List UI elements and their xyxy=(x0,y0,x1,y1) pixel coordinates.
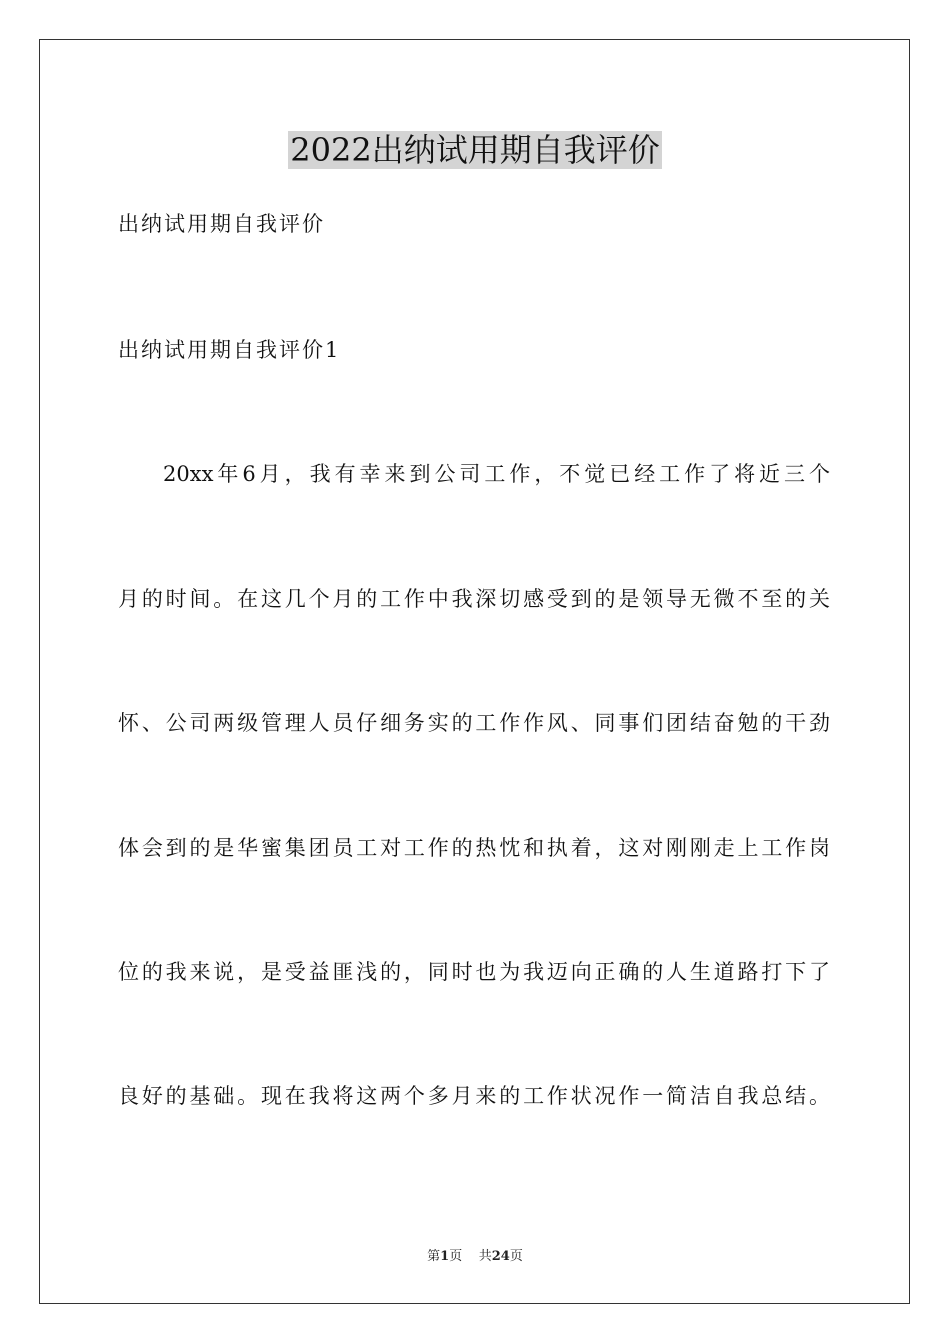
total-suffix: 页 xyxy=(509,1249,523,1264)
total-pages: 24 xyxy=(491,1249,510,1264)
document-title xyxy=(0,128,950,172)
section-heading: 出纳试用期自我评价1 xyxy=(118,338,341,362)
page-suffix: 页 xyxy=(449,1249,463,1264)
page-prefix: 第 xyxy=(427,1249,441,1264)
document-subtitle: 出纳试用期自我评价 xyxy=(118,212,325,236)
paragraph-line: 月的时间。在这几个月的工作中我深切感受到的是领导无微不至的关 xyxy=(118,587,830,611)
page-number: 1 xyxy=(440,1249,450,1264)
paragraph-line: 20xx年6月，我有幸来到公司工作，不觉已经工作了将近三个 xyxy=(163,462,830,486)
paragraph-line: 良好的基础。现在我将这两个多月来的工作状况作一简洁自我总结。 xyxy=(118,1084,830,1108)
document-title-text: 2022出纳试用期自我评价 xyxy=(290,131,660,169)
paragraph-line: 体会到的是华蜜集团员工对工作的热忱和执着，这对刚刚走上工作岗 xyxy=(118,836,830,860)
page-footer xyxy=(0,1248,950,1266)
paragraph-line: 怀、公司两级管理人员仔细务实的工作作风、同事们团结奋勉的干劲 xyxy=(118,711,830,735)
paragraph-line: 位的我来说，是受益匪浅的，同时也为我迈向正确的人生道路打下了 xyxy=(118,960,830,984)
total-prefix: 共 xyxy=(478,1249,492,1264)
